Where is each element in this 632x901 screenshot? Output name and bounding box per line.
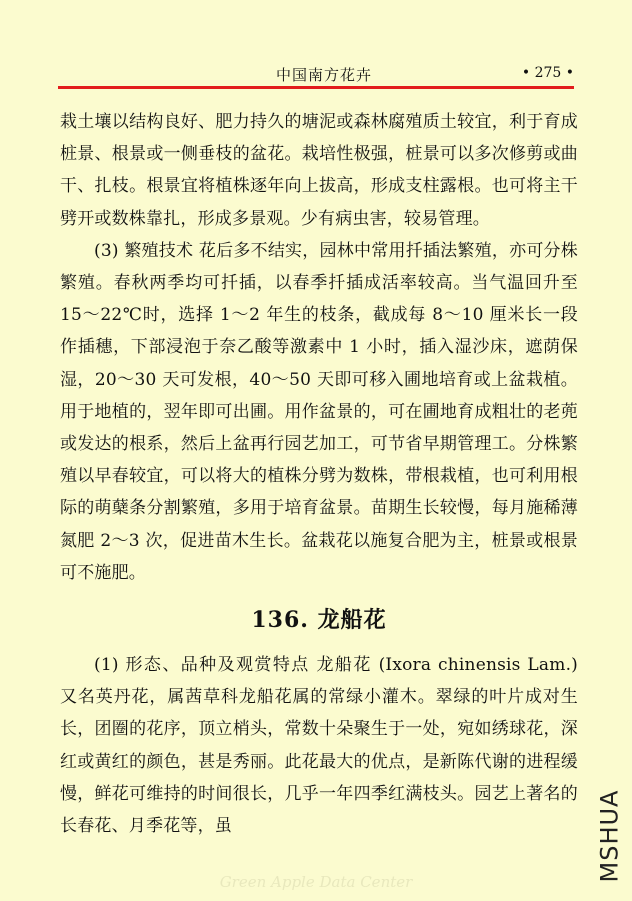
page-body [60, 106, 578, 842]
page-number: • 275 • [521, 65, 574, 81]
header-rule [58, 86, 574, 89]
paragraph-morphology: (1) 形态、品种及观赏特点 龙船花 (Ixora chinensis Lam.) 又名英丹花，属茜草科龙船花属的常绿小灌木。翠绿的叶片成对生长，团圈的花序，顶立梢头，常数十朵聚生于一处，宛如绣球花，深红或黄红的颜色，甚是秀丽。此花最大的优点，是新陈代谢的进程缓慢，鲜花可维持的时间很长，几乎一年四季红满枝头。园艺上著名的长春花、月季花等，虽 [60, 655, 578, 837]
paragraph-propagation: (3) 繁殖技术 花后多不结实，园林中常用扦插法繁殖，亦可分株繁殖。春秋两季均可扦插，以春季扦插成活率较高。当气温回升至 15～22℃时，选择 1～2 年生的枝条，截成每 8～10 厘米长一段作插穗，下部浸泡于奈乙酸等激素中 1 小时，插入湿沙床，遮荫保湿，20～30 天可发根，40～50 天即可移入圃地培育或上盆栽植。用于地植的，翌年即可出圃。用作盆景的，可在圃地育成粗壮的老蔸或发达的根系，然后上盆再行园艺加工，可节省早期管理工。分株繁殖以早春较宜，可以将大的植株分劈为数株，带根栽植，也可利用根际的萌蘖条分割繁殖，多用于培育盆景。苗期生长较慢，每月施稀薄氮肥 2～3 次，促进苗木生长。盆栽花以施复合肥为主，桩景或根景可不施肥。 [60, 240, 578, 583]
section-heading: 136. 龙船花 [251, 607, 387, 634]
side-mark [594, 780, 624, 892]
paragraph-continued: 栽土壤以结构良好、肥力持久的塘泥或森林腐殖质土较宜，利于育成桩景、根景或一侧垂枝的盆花。栽培性极强，桩景可以多次修剪或曲干、扎枝。根景宜将植株逐年向上拔高，形成支柱露根。也可将主干劈开或数株靠扎，形成多景观。少有病虫害，较易管理。 [60, 112, 578, 229]
watermark: Green Apple Data Center [219, 873, 413, 891]
running-header [58, 64, 574, 86]
header-title: 中国南方花卉 [276, 66, 373, 84]
side-mark-text: MSHUA [595, 789, 624, 883]
